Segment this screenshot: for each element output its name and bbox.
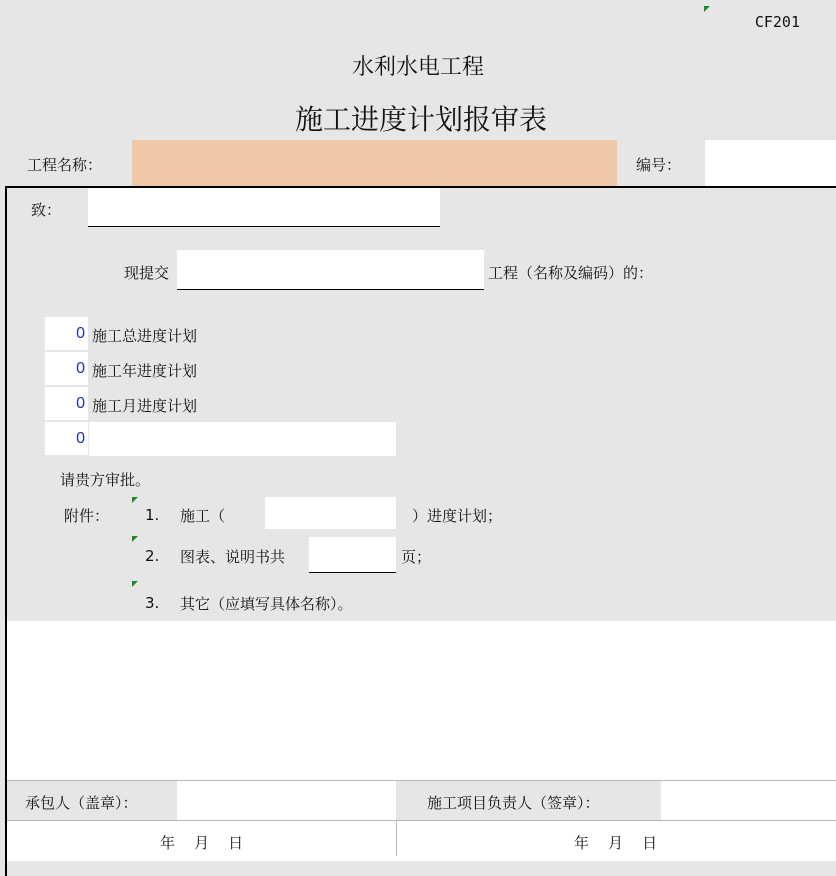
comment-marker-icon [704, 6, 710, 12]
attachment-2-number: 2. [145, 547, 160, 565]
manager-label: 施工项目负责人（签章）： [427, 794, 600, 812]
attachment-2-prefix: 图表、说明书共 [180, 548, 286, 566]
blank-area [7, 621, 836, 780]
date-row [7, 821, 836, 861]
page-title: 施工进度计划报审表 [294, 103, 547, 136]
manager-sign-field[interactable] [661, 781, 836, 821]
plan-year-value[interactable]: 0 [45, 352, 88, 385]
title-line1: 水利水电工程 [351, 55, 484, 80]
attachment-1-prefix: 施工（ [180, 507, 226, 525]
number-label: 编号： [636, 156, 682, 174]
plan-total-value[interactable]: 0 [45, 317, 88, 350]
submit-prefix: 现提交 [124, 264, 170, 282]
date-divider [396, 821, 397, 856]
plan-total-label: 施工总进度计划 [92, 327, 198, 345]
comment-marker-icon [132, 581, 138, 587]
date-left[interactable]: 年 月 日 [160, 834, 244, 852]
comment-marker-icon [132, 497, 138, 503]
to-label: 致： [31, 201, 62, 219]
plan-month-label: 施工月进度计划 [92, 397, 198, 415]
plan-month-value[interactable]: 0 [45, 387, 88, 420]
attachment-1-number: 1. [145, 506, 160, 524]
attachment-3-number: 3. [145, 594, 160, 612]
attachment-3-text: 其它（应填写具体名称）。 [180, 595, 353, 613]
attachment-1-suffix: ）进度计划； [412, 507, 503, 525]
project-name-label: 工程名称： [27, 156, 103, 174]
attachments-label: 附件： [64, 507, 110, 525]
form-code: CF201 [754, 13, 800, 31]
attachment-2-suffix: 页； [401, 548, 432, 566]
request-text: 请贵方审批。 [60, 471, 151, 489]
plan-other-value[interactable]: 0 [45, 422, 88, 455]
comment-marker-icon [132, 536, 138, 542]
contractor-label-cell [7, 781, 177, 821]
contractor-seal-field[interactable] [177, 781, 396, 821]
contractor-label: 承包人（盖章）： [25, 794, 138, 812]
manager-label-cell [396, 781, 661, 821]
date-right[interactable]: 年 月 日 [574, 834, 658, 852]
submit-suffix: 工程（名称及编码）的： [488, 264, 654, 282]
attachment-1-field[interactable] [265, 497, 396, 529]
attachment-2-field[interactable] [309, 537, 396, 573]
to-field[interactable] [88, 188, 440, 227]
plan-year-label: 施工年进度计划 [92, 362, 198, 380]
submit-project-field[interactable] [177, 250, 484, 290]
plan-other-field[interactable] [89, 422, 396, 456]
project-name-field[interactable] [132, 140, 617, 186]
number-field[interactable] [705, 140, 836, 186]
